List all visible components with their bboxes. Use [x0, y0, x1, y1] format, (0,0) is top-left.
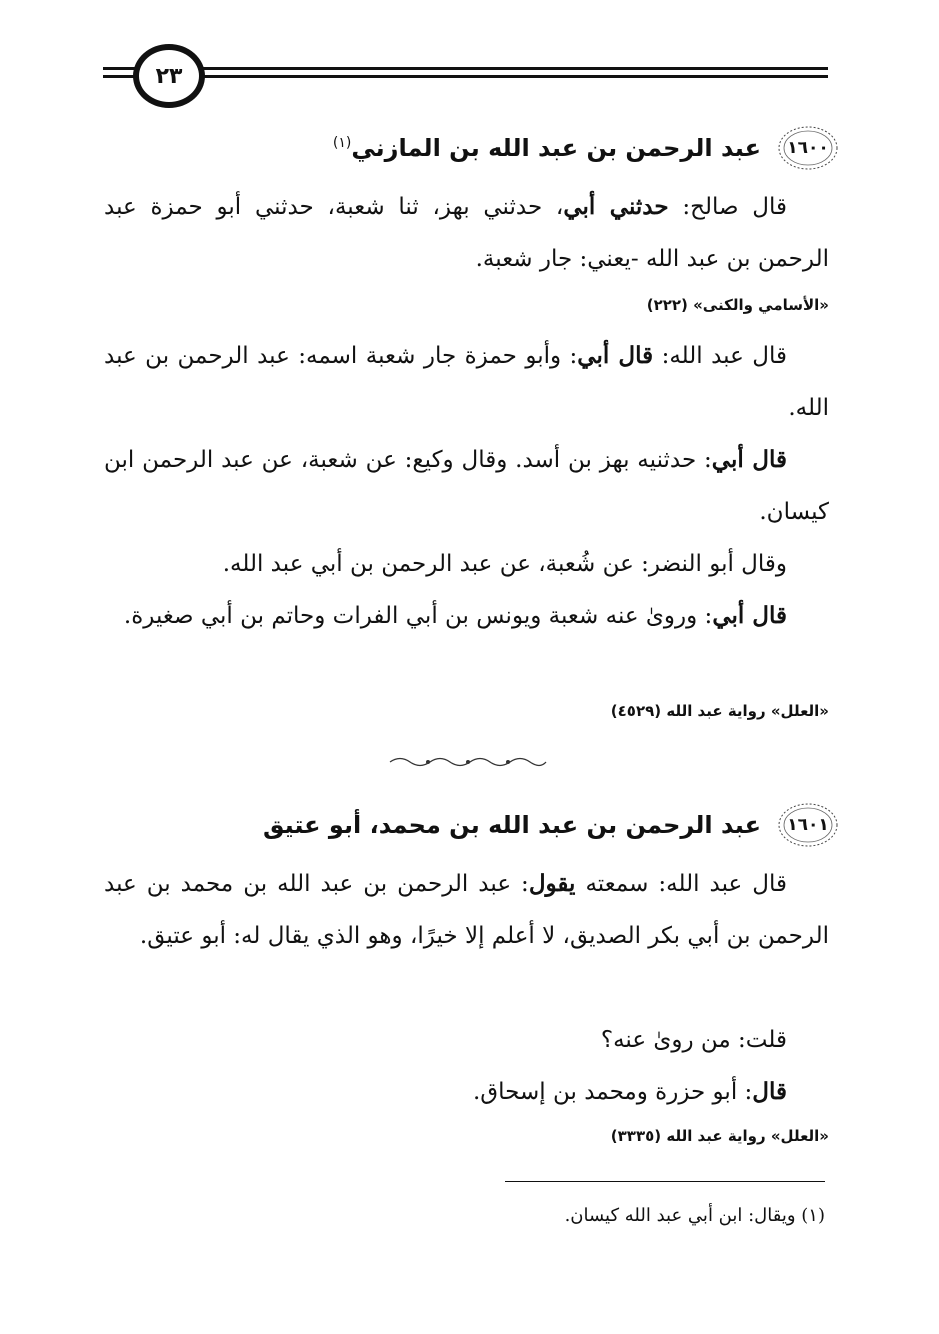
paragraph: وقال أبو النضر: عن شُعبة، عن عبد الرحمن بن أبي عبد الله. [222, 551, 787, 577]
footnote [565, 1205, 825, 1226]
entry-number-badge: ١٦٠٠ [777, 125, 839, 171]
paragraph: قال صالح: حدثني أبي، حدثني بهز، ثنا شعبة، حدثني أبو حمزة عبد الرحمن بن عبد الله -يعني: جار شعبة. [104, 193, 829, 272]
entry-number-badge: ١٦٠١ [777, 802, 839, 848]
page-number: ٢٣ [133, 44, 205, 108]
paragraph: قلت: من روىٰ عنه؟ [600, 1027, 787, 1053]
paragraph: قال أبي: وروىٰ عنه شعبة ويونس بن أبي الفرات وحاتم بن أبي صغيرة. [123, 602, 787, 629]
header-rule-bottom [103, 75, 828, 78]
paragraph: قال أبي: حدثنيه بهز بن أسد. وقال وكيع: عن شعبة، عن عبد الرحمن ابن كيسان. [104, 446, 829, 525]
source-citation: «الأسامي والكنى» (٢٢٢) [646, 296, 829, 314]
paragraph: قال عبد الله: سمعته يقول: عبد الرحمن بن عبد الله بن محمد بن عبد الرحمن بن أبي بكر الصديق، لا أعلم إلا خيرًا، وهو الذي يقال له: أبو عتيق. [104, 870, 829, 949]
entry-title: عبد الرحمن بن عبد الله بن محمد، أبو عتيق [262, 811, 761, 839]
footnote-text: ويقال: ابن أبي عبد الله كيسان. [564, 1205, 796, 1226]
source-citation: «العلل» رواية عبد الله (٤٥٢٩) [610, 702, 829, 720]
separator-ornament-icon [388, 755, 548, 769]
paragraph: قال: أبو حزرة ومحمد بن إسحاق. [473, 1078, 787, 1105]
paragraph: قال عبد الله: قال أبي: وأبو حمزة جار شعبة اسمه: عبد الرحمن بن عبد الله. [104, 342, 829, 421]
entry-heading-1601 [109, 800, 839, 850]
header-rule-top [103, 67, 828, 70]
entry-heading-1600 [109, 123, 839, 173]
footnote-marker: (١) [801, 1205, 825, 1226]
footnote-rule [505, 1181, 825, 1182]
source-citation: «العلل» رواية عبد الله (٣٣٣٥) [610, 1127, 829, 1145]
entry-title: عبد الرحمن بن عبد الله بن المازني$^{(١)}$ [332, 134, 761, 162]
footnote-ref: (١) [332, 135, 352, 151]
